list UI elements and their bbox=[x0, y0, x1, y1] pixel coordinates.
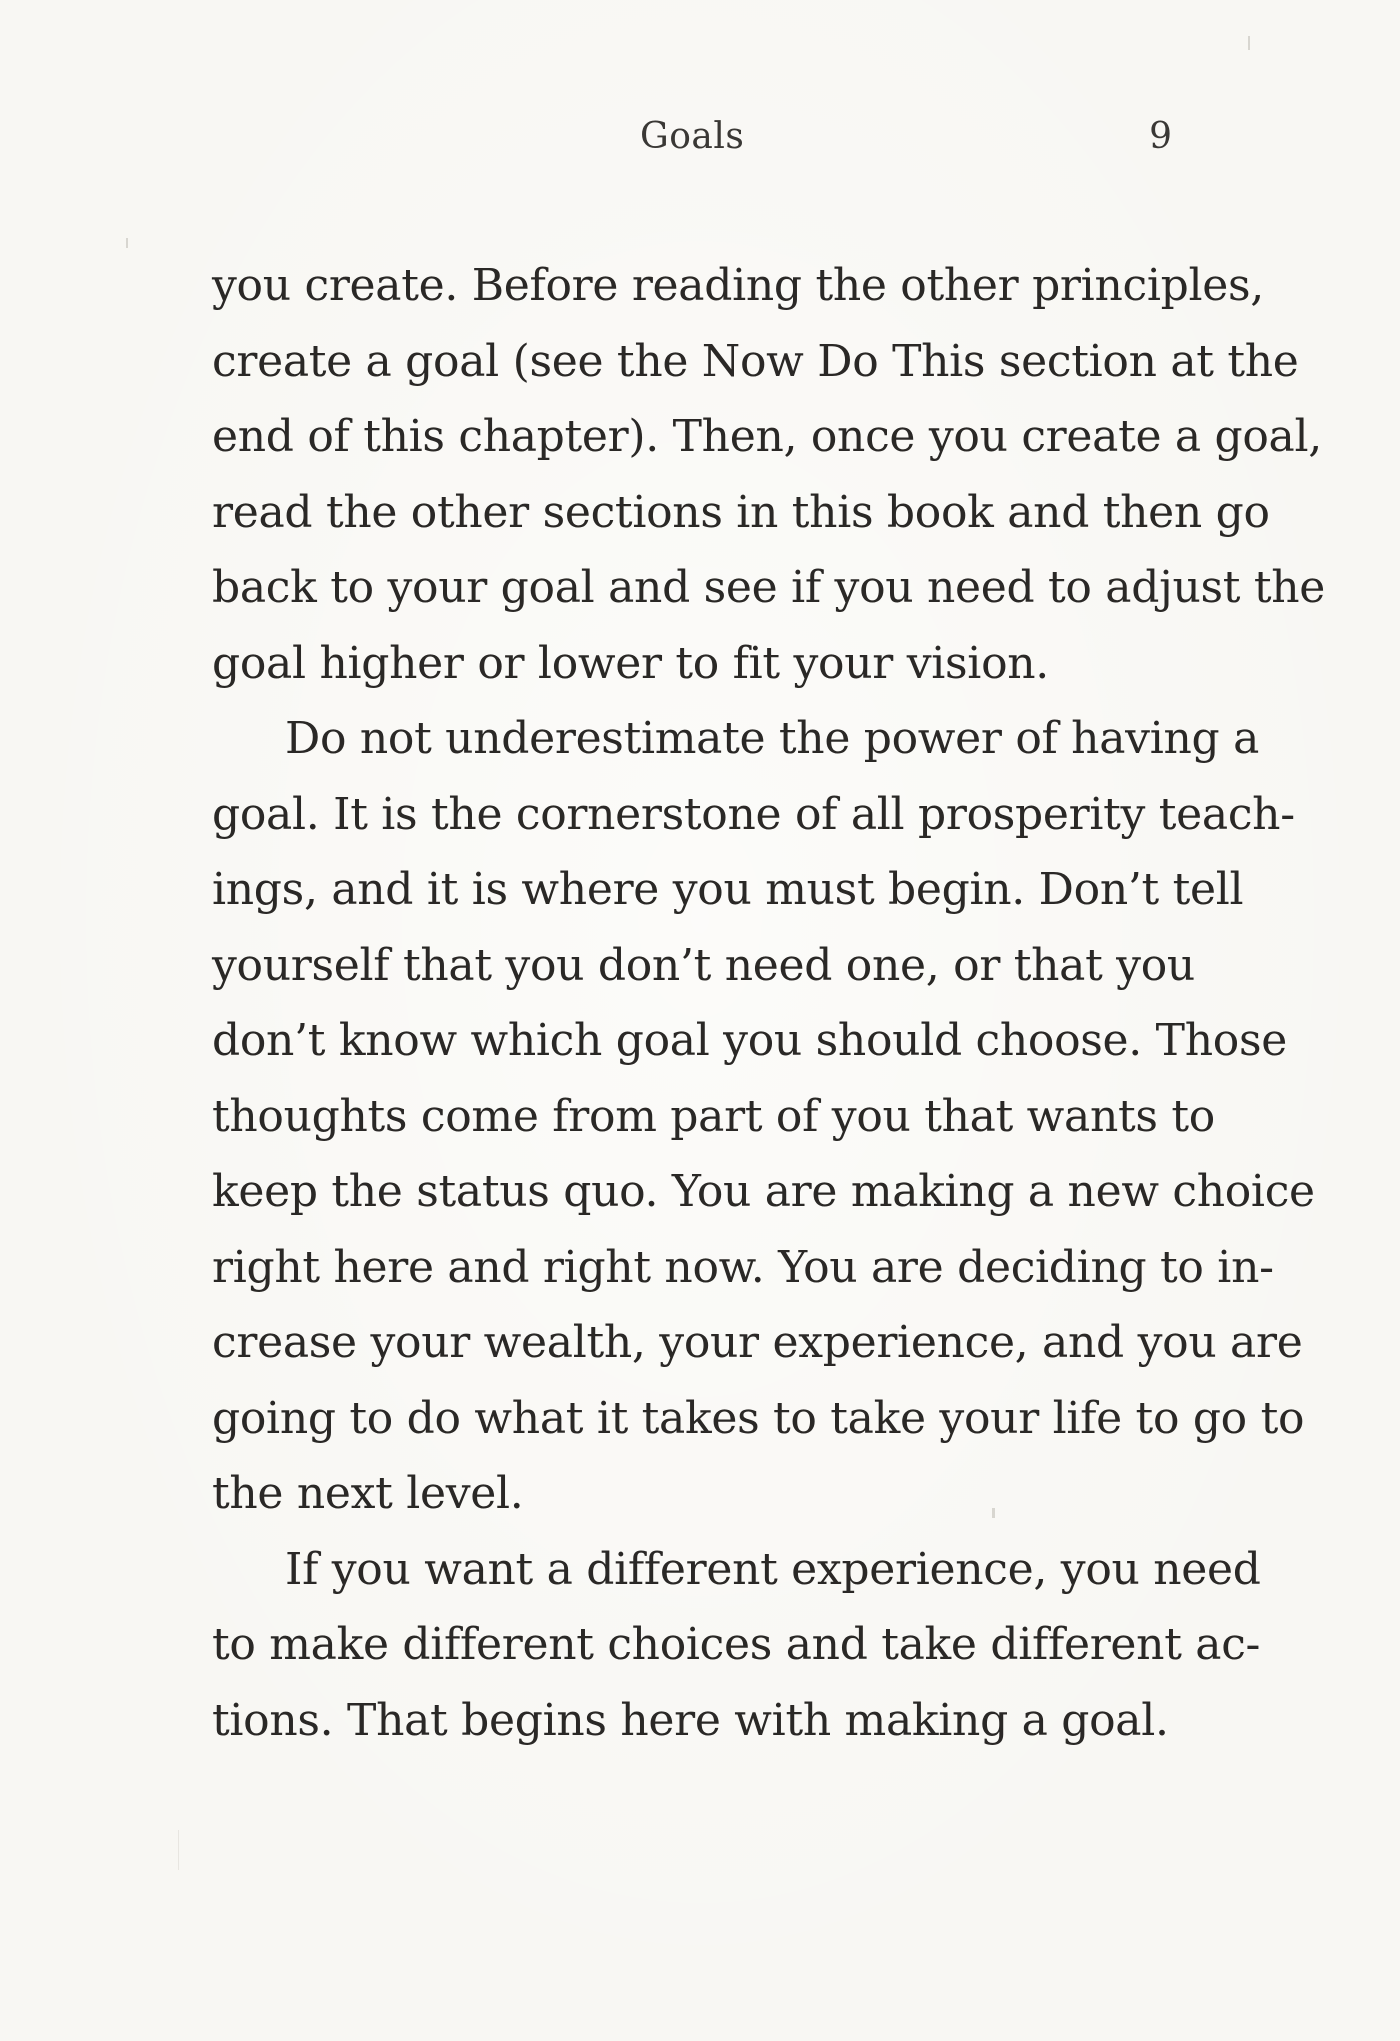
scan-speck bbox=[992, 1508, 995, 1518]
text-line: to make different choices and take different ac- bbox=[212, 1619, 1261, 1670]
running-head bbox=[0, 116, 1400, 166]
page-number: 9 bbox=[1149, 116, 1172, 157]
text-line: yourself that you don’t need one, or that you bbox=[212, 939, 1195, 991]
text-line: goal higher or lower to fit your vision. bbox=[212, 637, 1049, 689]
text-line: create a goal (see the Now Do This section at the bbox=[212, 335, 1299, 387]
text-line: crease your wealth, your experience, and you are bbox=[212, 1317, 1303, 1368]
running-title: Goals bbox=[640, 116, 745, 157]
text-line: Do not underestimate the power of having a bbox=[285, 713, 1260, 764]
text-line: ings, and it is where you must begin. Don’t tell bbox=[212, 864, 1244, 915]
text-line: right here and right now. You are deciding to in- bbox=[212, 1241, 1274, 1293]
text-line: going to do what it takes to take your life to go to bbox=[212, 1392, 1305, 1444]
text-line: goal. It is the cornerstone of all prosperity teach- bbox=[212, 788, 1295, 840]
scan-speck bbox=[1248, 36, 1250, 50]
text-line: thoughts come from part of you that wants to bbox=[212, 1090, 1215, 1142]
scan-speck bbox=[126, 238, 128, 248]
text-line: you create. Before reading the other principles, bbox=[212, 260, 1264, 311]
text-line: If you want a different experience, you need bbox=[285, 1543, 1261, 1595]
text-line: end of this chapter). Then, once you create a goal, bbox=[212, 411, 1322, 462]
body-text bbox=[212, 248, 1325, 1758]
text-line: keep the status quo. You are making a new choice bbox=[212, 1166, 1315, 1217]
text-line: don’t know which goal you should choose. Those bbox=[212, 1015, 1287, 1066]
text-line: the next level. bbox=[212, 1468, 524, 1519]
scan-speck bbox=[178, 1830, 179, 1870]
text-line: back to your goal and see if you need to adjust the bbox=[212, 562, 1325, 613]
text-line: read the other sections in this book and then go bbox=[212, 486, 1270, 538]
text-line: tions. That begins here with making a goal. bbox=[212, 1694, 1169, 1746]
